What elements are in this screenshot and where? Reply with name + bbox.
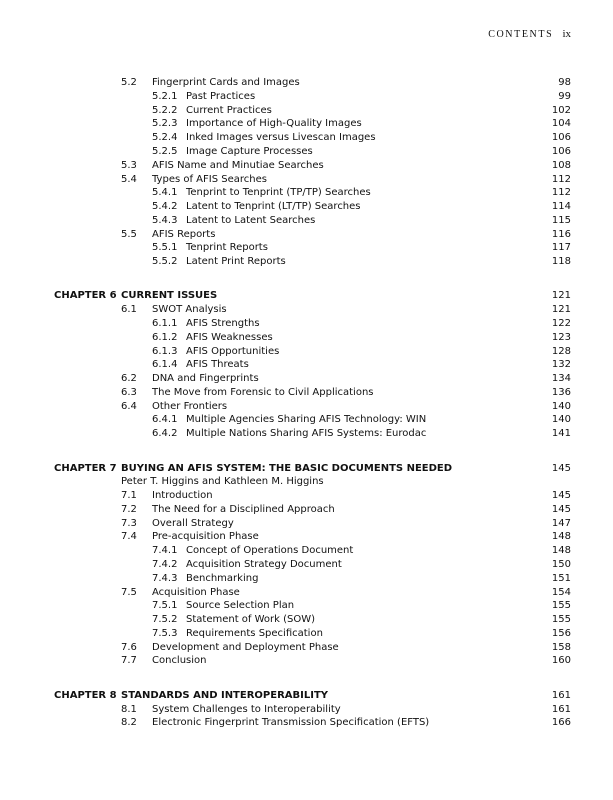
entry-number: 5.2.3	[152, 118, 178, 130]
entry-number: 6.1	[121, 304, 137, 316]
entry-title: Tenprint to Tenprint (TP/TP) Searches	[186, 187, 371, 199]
entry-title: AFIS Opportunities	[186, 345, 280, 357]
entry-number: 6.4	[121, 400, 137, 412]
entry-title: STANDARDS AND INTEROPERABILITY	[121, 689, 329, 701]
toc-entry	[0, 90, 613, 104]
entry-title: Past Practices	[186, 90, 256, 102]
entry-title: Current Practices	[186, 104, 272, 116]
entry-page-number: 150	[551, 559, 571, 570]
entry-page-number: 160	[551, 655, 571, 667]
toc-entry	[0, 413, 613, 427]
entry-number: 7.4.3	[152, 572, 178, 584]
entry-number: 6.4.2	[152, 428, 178, 440]
entry-title: Acquisition Strategy Document	[186, 559, 342, 570]
running-header	[488, 28, 571, 40]
entry-number: 5.5.2	[152, 256, 178, 268]
toc-entry	[0, 186, 613, 200]
entry-page-number: 98	[558, 77, 571, 88]
entry-title: Introduction	[152, 490, 213, 502]
entry-title: BUYING AN AFIS SYSTEM: THE BASIC DOCUMENTS NEEDED	[121, 462, 453, 474]
toc-entry	[0, 503, 613, 517]
entry-number: 5.4	[121, 173, 137, 185]
entry-title: Multiple Nations Sharing AFIS Systems: Eurodac	[186, 428, 427, 440]
entry-page-number: 106	[551, 132, 571, 144]
toc-entry	[0, 331, 613, 345]
entry-number: 5.3	[121, 159, 137, 171]
entry-page-number: 118	[551, 256, 571, 268]
toc-chapter-row	[0, 689, 613, 703]
entry-page-number: 140	[551, 400, 571, 412]
toc-chapter-row	[0, 289, 613, 303]
entry-title: Source Selection Plan	[186, 600, 295, 612]
entry-number: 8.1	[121, 703, 137, 715]
entry-page-number: 145	[551, 462, 571, 474]
entry-page-number: 117	[551, 242, 571, 254]
chapter-authors: Peter T. Higgins and Kathleen M. Higgins	[121, 476, 324, 488]
toc-entry	[0, 475, 613, 489]
entry-page-number: 161	[551, 703, 571, 715]
entry-page-number: 123	[551, 331, 571, 343]
entry-page-number: 151	[551, 572, 571, 584]
entry-title: AFIS Reports	[152, 228, 216, 240]
toc-entry	[0, 558, 613, 572]
entry-number: 5.4.3	[152, 214, 178, 226]
entry-title: Other Frontiers	[152, 400, 228, 412]
entry-title: SWOT Analysis	[152, 304, 227, 316]
toc-entry	[0, 372, 613, 386]
entry-title: Conclusion	[152, 655, 207, 667]
toc-entry	[0, 427, 613, 441]
entry-number: 5.2.1	[152, 90, 178, 102]
entry-title: Latent Print Reports	[186, 256, 286, 268]
entry-number: 8.2	[121, 717, 137, 729]
toc-entry	[0, 159, 613, 173]
toc-entry	[0, 317, 613, 331]
entry-page-number: 141	[551, 428, 571, 440]
toc-entry	[0, 627, 613, 641]
entry-number: 7.4.1	[152, 545, 178, 557]
toc-entry	[0, 145, 613, 159]
toc-entry	[0, 716, 613, 730]
entry-number: 5.2.4	[152, 132, 178, 144]
entry-page-number: 134	[551, 373, 571, 385]
entry-page-number: 158	[551, 641, 571, 653]
entry-page-number: 128	[551, 345, 571, 357]
entry-number: 6.1.3	[152, 345, 178, 357]
toc-entry	[0, 599, 613, 613]
entry-page-number: 112	[551, 173, 571, 185]
entry-number: 7.5.1	[152, 600, 178, 612]
entry-title: Fingerprint Cards and Images	[152, 77, 300, 88]
entry-page-number: 132	[551, 359, 571, 371]
entry-title: System Challenges to Interoperability	[152, 703, 341, 715]
entry-title: Statement of Work (SOW)	[186, 614, 316, 626]
toc-entry	[0, 572, 613, 586]
entry-title: Concept of Operations Document	[186, 545, 354, 557]
entry-number: 7.6	[121, 641, 137, 653]
entry-title: Multiple Agencies Sharing AFIS Technology: WIN	[186, 414, 427, 426]
entry-number: 5.5	[121, 228, 137, 240]
toc-entry	[0, 131, 613, 145]
toc-entry	[0, 386, 613, 400]
toc-entry	[0, 586, 613, 600]
chapter-label: CHAPTER 7	[54, 462, 117, 474]
toc-entry	[0, 703, 613, 717]
toc-entry	[0, 104, 613, 118]
entry-title: Overall Strategy	[152, 517, 234, 529]
toc-entry	[0, 345, 613, 359]
entry-number: 6.4.1	[152, 414, 178, 426]
entry-title: The Need for a Disciplined Approach	[152, 503, 335, 515]
entry-number: 7.4.2	[152, 559, 178, 570]
toc-entry	[0, 654, 613, 668]
entry-number: 7.1	[121, 490, 137, 502]
chapter-label: CHAPTER 6	[54, 290, 117, 302]
toc-entry	[0, 173, 613, 187]
entry-title: Pre-acquisition Phase	[152, 531, 259, 543]
entry-page-number: 154	[551, 586, 571, 598]
entry-page-number: 116	[551, 228, 571, 240]
entry-title: Inked Images versus Livescan Images	[186, 132, 376, 144]
entry-number: 6.1.2	[152, 331, 178, 343]
entry-page-number: 114	[551, 201, 571, 212]
entry-page-number: 121	[551, 290, 571, 302]
entry-title: Latent to Latent Searches	[186, 214, 316, 226]
entry-page-number: 121	[551, 304, 571, 316]
toc-entry	[0, 613, 613, 627]
toc-entry	[0, 530, 613, 544]
entry-title: Latent to Tenprint (LT/TP) Searches	[186, 201, 361, 212]
page-number: ix	[562, 28, 571, 40]
entry-page-number: 166	[551, 717, 571, 729]
toc-entry	[0, 544, 613, 558]
entry-title: Development and Deployment Phase	[152, 641, 339, 653]
entry-page-number: 136	[551, 386, 571, 398]
toc-entry	[0, 200, 613, 214]
toc-entry	[0, 303, 613, 317]
toc-entry	[0, 641, 613, 655]
entry-page-number: 156	[551, 627, 571, 639]
entry-page-number: 147	[551, 517, 571, 529]
entry-number: 6.1.1	[152, 318, 178, 329]
entry-number: 7.5.2	[152, 614, 178, 626]
entry-title: The Move from Forensic to Civil Applications	[152, 386, 374, 398]
entry-number: 5.4.1	[152, 187, 178, 199]
entry-page-number: 148	[551, 531, 571, 543]
entry-title: Benchmarking	[186, 572, 259, 584]
running-header-title: CONTENTS	[488, 29, 554, 40]
entry-title: AFIS Strengths	[186, 318, 260, 329]
entry-page-number: 155	[551, 614, 571, 626]
toc-entry	[0, 241, 613, 255]
toc-entry	[0, 517, 613, 531]
entry-page-number: 102	[551, 104, 571, 116]
entry-number: 5.5.1	[152, 242, 178, 254]
entry-page-number: 108	[551, 159, 571, 171]
entry-number: 5.2.5	[152, 145, 178, 157]
entry-page-number: 115	[551, 214, 571, 226]
entry-title: DNA and Fingerprints	[152, 373, 259, 385]
toc-entry	[0, 117, 613, 131]
toc-chapter-row	[0, 462, 613, 476]
toc-entry	[0, 228, 613, 242]
chapter-label: CHAPTER 8	[54, 689, 117, 701]
entry-title: AFIS Weaknesses	[186, 331, 273, 343]
entry-number: 5.2	[121, 77, 137, 88]
entry-title: AFIS Name and Minutiae Searches	[152, 159, 324, 171]
entry-number: 7.5	[121, 586, 137, 598]
entry-page-number: 104	[551, 118, 571, 130]
entry-title: AFIS Threats	[186, 359, 249, 371]
toc-entry	[0, 255, 613, 269]
entry-page-number: 122	[551, 318, 571, 329]
entry-number: 7.2	[121, 503, 137, 515]
toc-entry	[0, 358, 613, 372]
entry-number: 7.5.3	[152, 627, 178, 639]
entry-page-number: 145	[551, 503, 571, 515]
entry-number: 6.3	[121, 386, 137, 398]
entry-page-number: 145	[551, 490, 571, 502]
entry-page-number: 155	[551, 600, 571, 612]
entry-page-number: 148	[551, 545, 571, 557]
entry-number: 5.2.2	[152, 104, 178, 116]
entry-title: Acquisition Phase	[152, 586, 240, 598]
entry-page-number: 161	[551, 689, 571, 701]
toc-entry	[0, 489, 613, 503]
entry-title: Image Capture Processes	[186, 145, 313, 157]
entry-number: 6.1.4	[152, 359, 178, 371]
entry-page-number: 140	[551, 414, 571, 426]
entry-number: 6.2	[121, 373, 137, 385]
toc-entry	[0, 76, 613, 90]
entry-title: Requirements Specification	[186, 627, 323, 639]
entry-title: Tenprint Reports	[186, 242, 268, 254]
entry-number: 7.7	[121, 655, 137, 667]
entry-page-number: 112	[551, 187, 571, 199]
entry-title: Electronic Fingerprint Transmission Specification (EFTS)	[152, 717, 430, 729]
entry-page-number: 106	[551, 145, 571, 157]
toc-entry	[0, 214, 613, 228]
entry-number: 5.4.2	[152, 201, 178, 212]
entry-title: CURRENT ISSUES	[121, 290, 218, 302]
entry-number: 7.4	[121, 531, 137, 543]
entry-number: 7.3	[121, 517, 137, 529]
entry-title: Importance of High-Quality Images	[186, 118, 362, 130]
entry-page-number: 99	[558, 90, 571, 102]
toc-entry	[0, 400, 613, 414]
entry-title: Types of AFIS Searches	[152, 173, 267, 185]
